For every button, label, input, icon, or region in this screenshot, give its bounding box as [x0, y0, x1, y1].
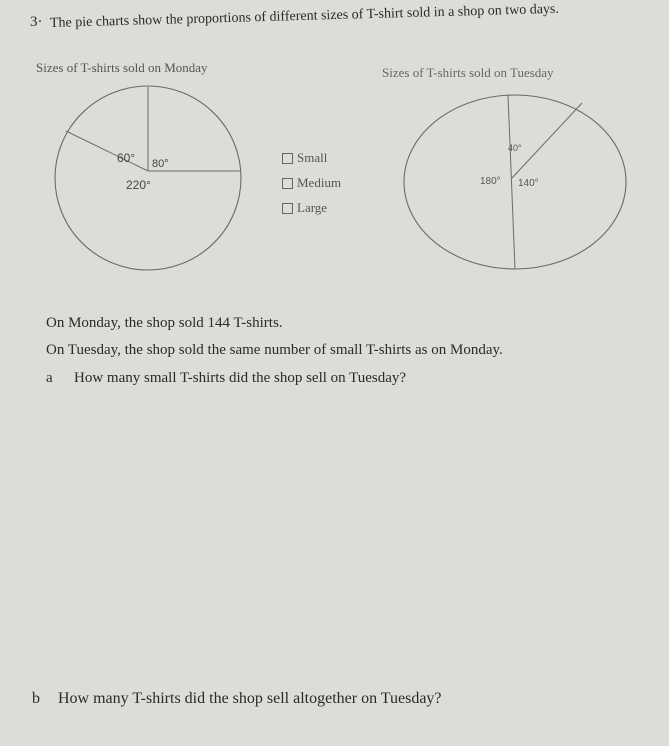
tuesday-label-small: 40° — [508, 143, 522, 153]
monday-label-medium: 80° — [152, 158, 169, 170]
legend-box-icon — [282, 153, 293, 164]
part-b-question: How many T-shirts did the shop sell altogether on Tuesday? — [58, 690, 442, 707]
part-b-label: b — [32, 690, 40, 707]
part-b — [32, 690, 442, 708]
tuesday-pie-outline — [404, 95, 626, 269]
tuesday-diameter — [508, 95, 515, 269]
legend-medium — [282, 175, 341, 191]
tuesday-radius — [512, 103, 582, 178]
pie-charts — [0, 0, 669, 300]
question-text: The pie charts show the proportions of different sizes of T-shirt sold in a shop on two days. — [49, 1, 560, 31]
question-number: 3· — [30, 14, 43, 30]
monday-label-large: 220° — [126, 178, 151, 192]
tuesday-info-text: On Tuesday, the shop sold the same number of small T-shirts as on Monday. — [46, 342, 503, 358]
legend-box-icon — [282, 203, 293, 214]
part-a-label: a — [46, 370, 53, 386]
monday-radius-left — [66, 131, 148, 171]
monday-label-small: 60° — [117, 151, 136, 165]
legend-large — [282, 200, 327, 216]
part-a-question: How many small T-shirts did the shop sell on Tuesday? — [74, 370, 407, 386]
legend-box-icon — [282, 178, 293, 189]
legend-label: Large — [297, 200, 328, 215]
legend-small — [282, 150, 327, 166]
tuesday-label-medium: 140° — [518, 178, 539, 189]
legend-label: Medium — [297, 175, 342, 190]
monday-total-text: On Monday, the shop sold 144 T-shirts. — [46, 315, 283, 331]
monday-chart-title: Sizes of T-shirts sold on Monday — [36, 60, 208, 75]
tuesday-label-large: 180° — [480, 176, 501, 187]
part-a — [46, 370, 406, 387]
tuesday-chart-title: Sizes of T-shirts sold on Tuesday — [382, 65, 554, 80]
legend-label: Small — [297, 150, 328, 165]
